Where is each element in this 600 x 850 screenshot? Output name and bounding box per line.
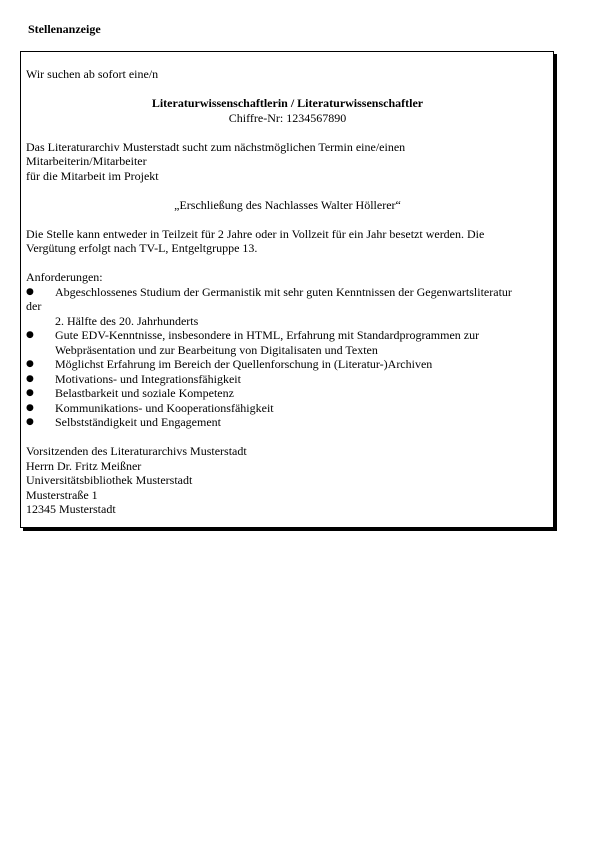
bullet-icon: ● <box>26 402 34 413</box>
project-title: „Erschließung des Nachlasses Walter Höllerer“ <box>174 197 401 212</box>
requirement-item <box>26 285 549 329</box>
bullet-icon: ● <box>26 373 34 384</box>
job-ad-box <box>20 51 554 528</box>
bullet-icon: ● <box>26 330 34 340</box>
requirement-text: Webpräsentation und zur Bearbeitung von Digitalisaten und Texten <box>55 342 378 357</box>
requirement-item <box>26 386 549 401</box>
description-line: Das Literaturarchiv Musterstadt sucht zum nächstmöglichen Termin eine/einen <box>26 139 406 154</box>
spacer <box>26 430 549 445</box>
requirement-item <box>26 357 549 372</box>
contact-line: Vorsitzenden des Literaturarchivs Musterstadt <box>26 444 247 458</box>
requirement-text: Belastbarkeit und soziale Kompetenz <box>55 386 234 400</box>
requirement-text: Möglichst Erfahrung im Bereich der Quellenforschung in (Literatur-)Archiven <box>55 357 433 371</box>
intro-text: Wir suchen ab sofort eine/n <box>26 67 159 81</box>
requirement-text: Kommunikations- und Kooperationsfähigkeit <box>55 400 274 415</box>
employment-line: Die Stelle kann entweder in Teilzeit für 2 Jahre oder in Vollzeit für ein Jahr besetzt werden. Die <box>26 226 485 241</box>
requirement-text: der <box>26 299 42 313</box>
requirements-label: Anforderungen: <box>26 270 103 284</box>
requirement-text: 2. Hälfte des 20. Jahrhunderts <box>55 313 199 328</box>
description-line: für die Mitarbeit im Projekt <box>26 168 159 183</box>
bullet-icon: ● <box>26 388 34 398</box>
bullet-icon: ● <box>26 417 34 427</box>
contact-line: Herrn Dr. Fritz Meißner <box>26 458 142 473</box>
contact-line: Musterstraße 1 <box>26 487 98 502</box>
spacer <box>26 183 549 198</box>
spacer <box>26 125 549 140</box>
requirement-item <box>26 415 549 430</box>
description-line: Mitarbeiterin/Mitarbeiter <box>26 154 147 168</box>
spacer <box>26 82 549 97</box>
requirement-item <box>26 372 549 387</box>
requirement-item <box>26 328 549 357</box>
employment-line: Vergütung erfolgt nach TV-L, Entgeltgruppe 13. <box>26 241 258 255</box>
bullet-icon: ● <box>26 359 34 369</box>
page-heading: Stellenanzeige <box>28 22 101 36</box>
bullet-icon: ● <box>26 286 34 297</box>
requirement-text: Selbstständigkeit und Engagement <box>55 415 221 429</box>
requirement-text: Motivations- und Integrationsfähigkeit <box>55 371 241 386</box>
spacer <box>26 212 549 227</box>
chiffre-number: Chiffre-Nr: 1234567890 <box>228 110 347 125</box>
position-title: Literaturwissenschaftlerin / Literaturwissenschaftler <box>151 96 424 110</box>
requirement-item <box>26 401 549 416</box>
requirements-list <box>26 285 549 430</box>
contact-line: 12345 Musterstadt <box>26 502 116 516</box>
contact-line: Universitätsbibliothek Musterstadt <box>26 473 193 487</box>
requirement-text: Gute EDV-Kenntnisse, insbesondere in HTML, Erfahrung mit Standardprogrammen zur <box>55 328 480 342</box>
requirement-text: Abgeschlossenes Studium der Germanistik mit sehr guten Kenntnissen der Gegenwartsliteratur <box>55 284 512 299</box>
spacer <box>26 256 549 271</box>
